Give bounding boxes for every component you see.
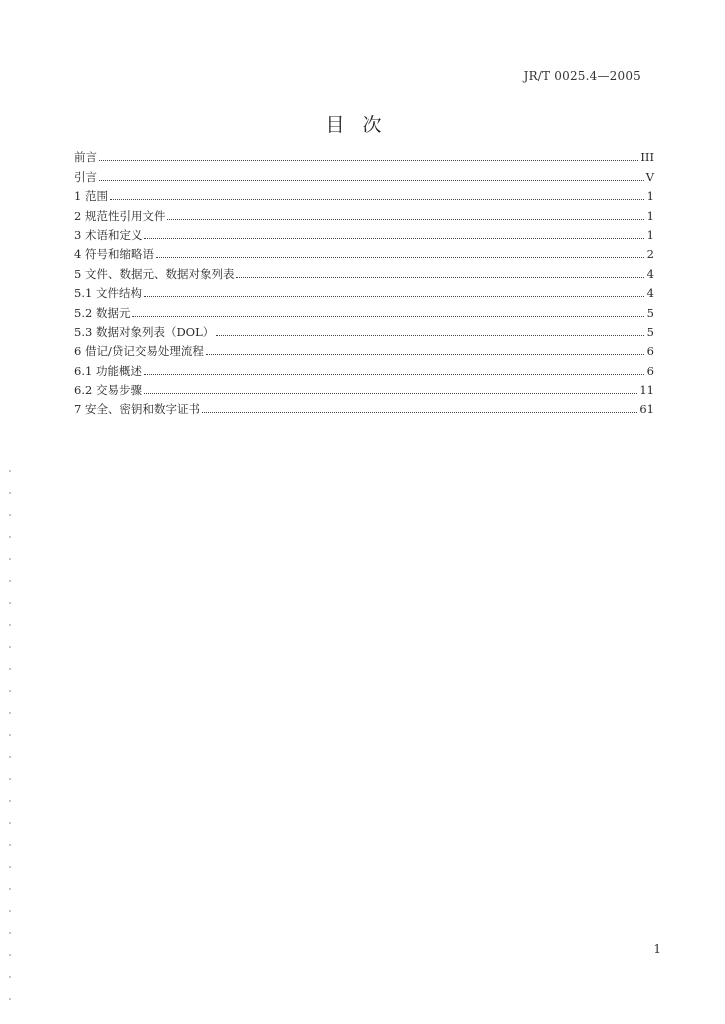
toc-entry-label: 前言 <box>74 150 97 165</box>
toc-dot-leader <box>99 180 644 181</box>
toc-entry-label: 5.1 文件结构 <box>74 286 142 301</box>
toc-entry-label: 6.2 交易步骤 <box>74 383 142 398</box>
toc-dot-leader <box>144 296 644 297</box>
toc-entry-label: 2 规范性引用文件 <box>74 208 166 223</box>
toc-entry[interactable] <box>74 164 654 183</box>
toc-entry-page: 5 <box>646 305 654 320</box>
toc-entry-label: 5.2 数据元 <box>74 305 131 320</box>
toc-entry-page: III <box>640 150 654 165</box>
toc-entry-page: 1 <box>646 189 654 204</box>
toc-entry-label: 5 文件、数据元、数据对象列表 <box>74 266 235 281</box>
toc-entry[interactable] <box>74 300 654 319</box>
toc-entry-label: 引言 <box>74 169 97 184</box>
toc-entry-page: 2 <box>646 247 654 262</box>
toc-dot-leader <box>206 354 644 355</box>
toc-entry[interactable] <box>74 378 654 397</box>
toc-entry-page: 1 <box>646 208 654 223</box>
page-number: 1 <box>653 942 661 956</box>
toc-entry[interactable] <box>74 358 654 377</box>
toc-dot-leader <box>110 199 644 200</box>
toc-entry[interactable] <box>74 281 654 300</box>
toc-dot-leader <box>144 393 637 394</box>
toc-entry[interactable] <box>74 203 654 222</box>
toc-entry-page: 4 <box>646 286 654 301</box>
toc-entry-page: V <box>645 169 654 184</box>
toc-entry-label: 3 术语和定义 <box>74 227 143 242</box>
toc-entry-label: 4 符号和缩略语 <box>74 247 154 262</box>
toc-entry[interactable] <box>74 261 654 280</box>
toc-dot-leader <box>167 219 644 220</box>
toc-entry-page: 6 <box>646 363 654 378</box>
toc-dot-leader <box>144 238 644 239</box>
toc-entry-page: 6 <box>646 344 654 359</box>
scan-specks <box>8 460 12 1000</box>
document-code: JR/T 0025.4—2005 <box>523 69 641 83</box>
toc-entry[interactable] <box>74 145 654 164</box>
toc-entry-page: 61 <box>639 402 654 417</box>
toc-dot-leader <box>99 160 638 161</box>
toc-dot-leader <box>236 277 644 278</box>
toc-entry-label: 7 安全、密钥和数字证书 <box>74 402 200 417</box>
toc-entry-label: 6 借记/贷记交易处理流程 <box>74 344 204 359</box>
toc-entry[interactable] <box>74 223 654 242</box>
table-of-contents <box>74 145 654 416</box>
toc-dot-leader <box>202 412 637 413</box>
toc-entry[interactable] <box>74 242 654 261</box>
toc-dot-leader <box>156 257 644 258</box>
toc-entry-page: 11 <box>639 383 654 398</box>
toc-entry[interactable] <box>74 184 654 203</box>
toc-entry-page: 1 <box>646 227 654 242</box>
toc-entry-label: 6.1 功能概述 <box>74 363 142 378</box>
toc-entry[interactable] <box>74 339 654 358</box>
toc-entry-page: 4 <box>646 266 654 281</box>
toc-entry-label: 1 范围 <box>74 189 108 204</box>
toc-entry-page: 5 <box>646 324 654 339</box>
toc-dot-leader <box>132 316 644 317</box>
toc-title: 目次 <box>325 114 400 136</box>
toc-entry[interactable] <box>74 397 654 416</box>
toc-dot-leader <box>216 335 644 336</box>
toc-entry-label: 5.3 数据对象列表（DOL） <box>74 324 215 339</box>
toc-entry[interactable] <box>74 320 654 339</box>
toc-dot-leader <box>144 374 644 375</box>
